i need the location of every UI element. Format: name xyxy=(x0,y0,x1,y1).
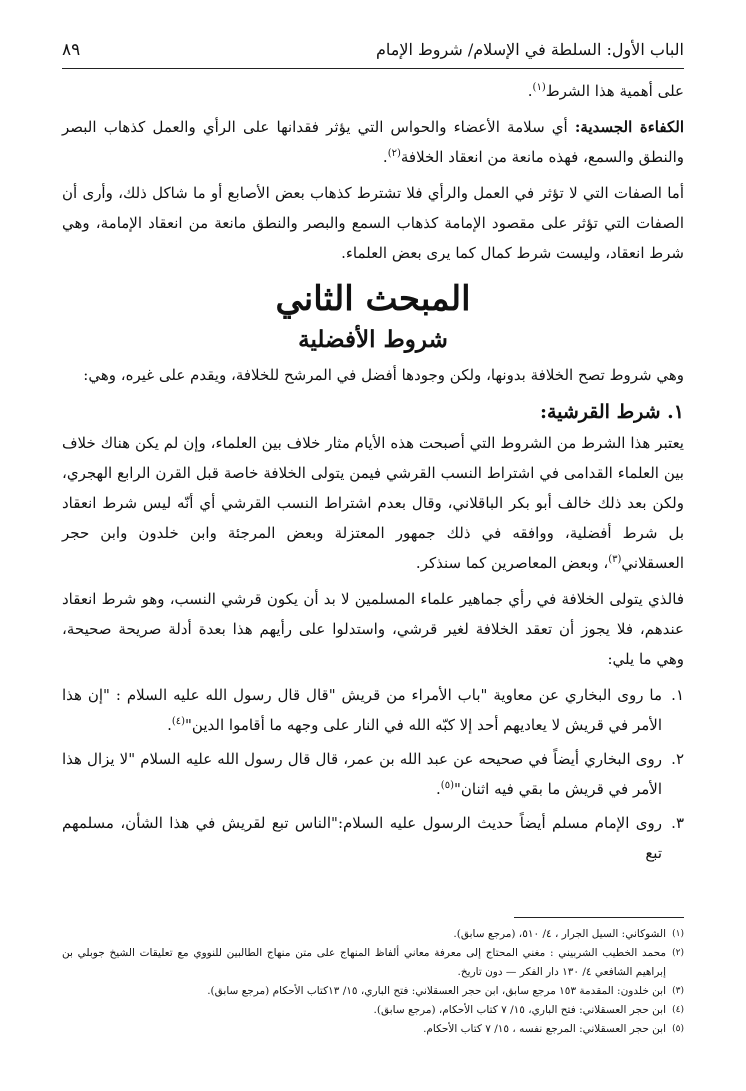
footnote: (٤) ابن حجر العسقلاني: فتح الباري، ١٥/ ٧ كتاب الأحكام، (مرجع سابق). xyxy=(373,1004,684,1016)
paragraph-3: أما الصفات التي لا تؤثر في العمل والرأي فلا تشترط كذهاب بعض الأصابع أو ما شاكل ذلك، وأرى أن الصفات التي تؤثر على مقصود الإمامة كذهاب السمع والبصر والنطق مانعة من انعقاد الإمامة، وهي شرط انعقاد، وليست شرط كمال كما يرى بعض العلماء. xyxy=(62,184,684,262)
running-title: الباب الأول: السلطة في الإسلام/ شروط الإمام xyxy=(376,40,684,59)
paragraph-1: على أهمية هذا الشرط$^{(١)}$. xyxy=(527,82,684,100)
footnote-ref-5: (٥) xyxy=(440,780,454,791)
list-item: ٢. روى البخاري أيضاً في صحيحه عن عبد الله بن عمر، قال قال رسول الله عليه السلام "لا يزال هذا الأمر في قريش ما بقي فيه اثنان"$^{(٥)}$. xyxy=(62,750,684,798)
footnote-ref-2: (٢) xyxy=(387,148,401,159)
paragraph-6: فالذي يتولى الخلافة في رأي جماهير علماء المسلمين لا بد أن يكون قرشي النسب، وهو شرط انعقاد عندهم، فلا يجوز أن تعقد الخلافة لغير قرشي، واستدلوا على رأيهم هذا بعدة أدلة صريحة صحيحة، وهي ما يلي: xyxy=(62,590,684,668)
footnote: (٣) ابن خلدون: المقدمة ١٥٣ مرجع سابق، ابن حجر العسقلاني: فتح الباري، ١٥/ ١٣كتاب الأحكام (مرجع سابق). xyxy=(207,985,684,997)
footnote-ref-1: (١) xyxy=(532,82,546,93)
paragraph-4: وهي شروط تصح الخلافة بدونها، ولكن وجودها أفضل في المرشح للخلافة، ويقدم على غيره، وهي: xyxy=(83,366,684,384)
paragraph-2: الكفاءة الجسدية: أي سلامة الأعضاء والحواس التي يؤثر فقدانها على الرأي والعمل كذهاب البصر والنطق والسمع، فهذه مانعة من انعقاد الخلافة$^{(٢)}$. xyxy=(62,118,684,166)
page-header xyxy=(62,34,684,69)
subsection-title: ١. شرط القرشية: xyxy=(539,401,684,423)
paragraph-5: يعتبر هذا الشرط من الشروط التي أصبحت هذه الأيام مثار خلاف بين العلماء، وإن لم يكن هناك خلاف بين العلماء القدامى في اشتراط النسب القرشي فيمن يتولى الخلافة خاصة قبل القرن الرابع الهجري، ولكن بعد ذلك خالف أبو بكر الباقلاني، وقال بعدم اشتراط النسب القرشي أي أنّه ليس شرط انعقاد بل شرط أفضلية، ووافقه في ذلك جمهور المعتزلة وبعض المرجئة وابن خلدون وابن حجر العسقلاني$^{(٣)}$، وبعض المعاصرين كما سنذكر. xyxy=(62,434,684,572)
footnote-ref-3: (٣) xyxy=(608,554,622,565)
footnote: (٥) ابن حجر العسقلاني: المرجع نفسه ، ١٥/ ٧ كتاب الأحكام. xyxy=(423,1023,684,1035)
page-number: ٨٩ xyxy=(62,40,81,60)
page-body xyxy=(62,76,684,872)
term-physical-competence: الكفاءة الجسدية: xyxy=(574,118,684,136)
footnote-ref-4: (٤) xyxy=(171,716,186,727)
list-item: ٣. روى الإمام مسلم أيضاً حديث الرسول عليه السلام:"الناس تبع لقريش في هذا الشأن، مسلمهم تبع xyxy=(62,814,684,862)
footnote: (٢) محمد الخطيب الشربيني : مغني المحتاج إلى معرفة معاني ألفاظ المنهاج على متن منهاج الطالبين للنووي مع تعليقات الشيخ جوبلي بن إبراهيم الشافعي ٤/ ١٣٠ دار الفكر — دون تاريخ. xyxy=(62,947,684,978)
section-subheading: شروط الأفضلية xyxy=(298,326,448,353)
footnotes xyxy=(62,925,684,1039)
footnote-divider xyxy=(514,917,684,918)
list-item: ١. ما روى البخاري عن معاوية "باب الأمراء من قريش "قال قال رسول الله عليه السلام : "إن هذا الأمر في قريش لا يعاديهم أحد إلا كبّه الله في النار على وجهه ما أقاموا الدين"$^{(٤)}$. xyxy=(62,686,684,734)
evidence-list xyxy=(62,680,684,868)
footnote: (١) الشوكاني: السيل الجرار ، ٤/ ٥١٠، (مرجع سابق). xyxy=(453,928,684,940)
section-heading: المبحث الثاني xyxy=(275,279,471,319)
